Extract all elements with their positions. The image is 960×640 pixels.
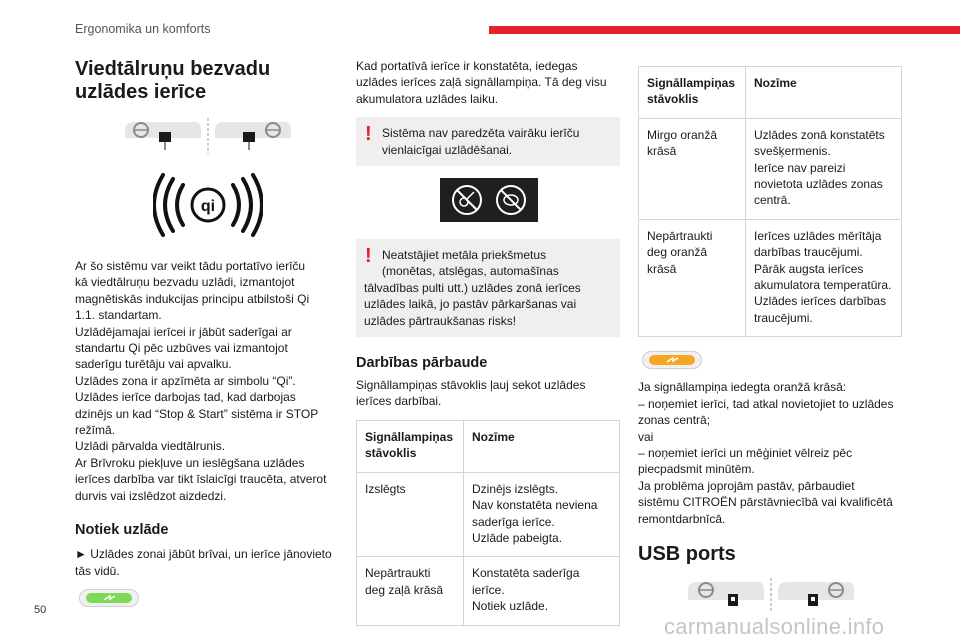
no-metal-objects-icon	[440, 178, 620, 227]
table-cell-meaning: Dzinējs izslēgts. Nav konstatēta neviena saderīga ierīce. Uzlāde pabeigta.	[464, 472, 620, 557]
usb-dashboard-left-right-icon	[686, 578, 856, 614]
intro-paragraph	[75, 258, 337, 504]
text-line: magnētiskās indukcijas principu atbilstoši Qi	[75, 291, 310, 306]
text-line: Uzlādes ierīce darbojas tad, kad darbojas	[75, 390, 296, 405]
text-line: Ja problēma joprojām pastāv, pārbaudiet	[638, 478, 855, 493]
text-line: – noņemiet ierīci, tad atkal novietojiet to uzlādes	[638, 396, 894, 411]
qi-wireless-icon	[153, 173, 337, 242]
text-line: Uzlādējamajai ierīcei ir jābūt saderīgai ar	[75, 324, 292, 339]
subheading-operation-check: Darbības pārbaude	[356, 355, 488, 372]
signal-table-1	[356, 420, 620, 626]
warning-icon: !	[365, 245, 372, 268]
text-line: Ja signāllampiņa iedegta oranžā krāsā:	[638, 380, 847, 395]
table-cell-meaning: Konstatēta saderīga ierīce. Notiek uzlāde.	[464, 557, 620, 625]
text-line: ierīces darbībai.	[356, 394, 442, 409]
page-title	[75, 58, 337, 104]
table-row	[639, 219, 902, 336]
text-line: ► Uzlādes zonai jābūt brīvai, un ierīce jānovieto	[75, 547, 332, 562]
green-lamp-icon	[79, 589, 139, 607]
text-line: Uzlādes zona ir apzīmēta ar simbolu “Qi”.	[75, 373, 296, 388]
text-line: kā viedtālruņu bezvadu uzlādi, izmantojot	[75, 275, 295, 290]
charging-step	[75, 546, 337, 579]
text-line: akumulatora uzlādes laiku.	[356, 91, 499, 106]
dashboard-location-icons	[123, 118, 337, 169]
signal-table-2	[638, 66, 902, 337]
title-line: uzlādes ierīce	[75, 81, 207, 103]
text-line: Uzlādi pārvalda viedtālrunis.	[75, 439, 226, 454]
subheading-charging: Notiek uzlāde	[75, 522, 169, 539]
table-cell-state: Nepārtraukti deg oranžā krāsā	[639, 219, 746, 336]
detected-paragraph	[356, 58, 620, 107]
text-line: Kad portatīvā ierīce ir konstatēta, iedegas	[356, 59, 578, 73]
table-header-meaning: Nozīme	[464, 420, 620, 472]
text-line: piecpadsmit minūtēm.	[638, 462, 755, 477]
orange-lamp-instructions	[638, 379, 902, 527]
text-line: Neatstājiet metāla priekšmetus	[382, 248, 547, 263]
dashboard-left-right-icon	[123, 118, 293, 164]
text-line: zonas centrā;	[638, 413, 711, 428]
table-row	[357, 557, 620, 625]
text-line: režīmā.	[75, 423, 116, 438]
text-line: uzlādes ierīces zaļā signāllampiņa. Tā deg visu	[356, 75, 607, 90]
text-line: remontdarbnīcā.	[638, 511, 726, 526]
text-line: vai	[638, 429, 654, 444]
text-line: tās vidū.	[75, 563, 120, 578]
table-cell-state: Nepārtraukti deg zaļā krāsā	[357, 557, 464, 625]
warning-icon: !	[365, 123, 372, 146]
text-line: Ar Brīvroku piekļuve un ieslēgšana uzlādes	[75, 455, 305, 470]
text-line: standartu Qi pēc uzbūves vai izmantojot	[75, 341, 288, 356]
table-header-row	[357, 420, 620, 472]
text-line: durvis vai izslēdzot aizdedzi.	[75, 488, 227, 503]
table-header-state: Signāllampiņas stāvoklis	[357, 420, 464, 472]
text-line: (monētas, atslēgas, automašīnas	[382, 264, 559, 279]
text-line: ierīces darbība var tikt īslaicīgi traucēta, atverot	[75, 472, 327, 487]
column-2	[356, 58, 620, 626]
text-line: saderīgu turētāju vai apvalku.	[75, 357, 232, 372]
check-paragraph	[356, 377, 620, 410]
title-line: Viedtālruņu bezvadu	[75, 58, 271, 80]
table-header-state: Signāllampiņas stāvoklis	[639, 67, 746, 119]
text-line: Sistēma nav paredzēta vairāku ierīču	[382, 126, 580, 141]
table-row	[357, 472, 620, 557]
text-line: 1.1. standartam.	[75, 308, 162, 323]
text-line: tālvadības pulti utt.) uzlādes zonā ierīces	[364, 280, 581, 295]
section-red-bar	[489, 26, 960, 34]
table-header-meaning: Nozīme	[746, 67, 902, 119]
text-line: vienlaicīgai uzlādēšanai.	[382, 142, 513, 157]
text-line: sistēmu CITROËN pārstāvniecībā vai kvalificētā	[638, 495, 893, 510]
table-header-row	[639, 67, 902, 119]
warning-box-multiple-devices	[356, 117, 620, 166]
usb-ports-title: USB ports	[638, 542, 736, 565]
table-cell-state: Mirgo oranžā krāsā	[639, 118, 746, 219]
orange-lamp-icon	[642, 351, 702, 369]
table-cell-state: Izslēgts	[357, 472, 464, 557]
text-line: uzlādes laikā, jo pastāv pārkaršanas vai	[364, 297, 577, 312]
table-row	[639, 118, 902, 219]
column-1	[75, 58, 337, 607]
text-line: dzinējs un kad “Stop & Start” sistēma ir STOP	[75, 406, 319, 421]
warning-box-metal-objects	[356, 239, 620, 337]
page-number: 50	[34, 604, 47, 616]
text-line: Signāllampiņas stāvoklis ļauj sekot uzlādes	[356, 378, 586, 393]
usb-dashboard-icons	[686, 578, 902, 619]
text-line: uzlādes pārtraukšanas risks!	[364, 313, 517, 328]
column-3	[638, 58, 902, 619]
table-cell-meaning: Ierīces uzlādes mērītāja darbības traucējumi. Pārāk augsta ierīces akumulatora temperatūra. Uzlādes ierīces darbības traucējumi.	[746, 219, 902, 336]
qi-symbol: qi	[200, 198, 216, 215]
table-cell-meaning: Uzlādes zonā konstatēts svešķermenis. Ierīce nav pareizi novietota uzlādes zonas centrā.	[746, 118, 902, 219]
section-header: Ergonomika un komforts	[75, 22, 211, 36]
text-line: – noņemiet ierīci un mēģiniet vēlreiz pēc	[638, 445, 853, 460]
watermark: carmanualsonline.info	[664, 614, 885, 639]
text-line: Ar šo sistēmu var veikt tādu portatīvo ierīču	[75, 259, 306, 273]
